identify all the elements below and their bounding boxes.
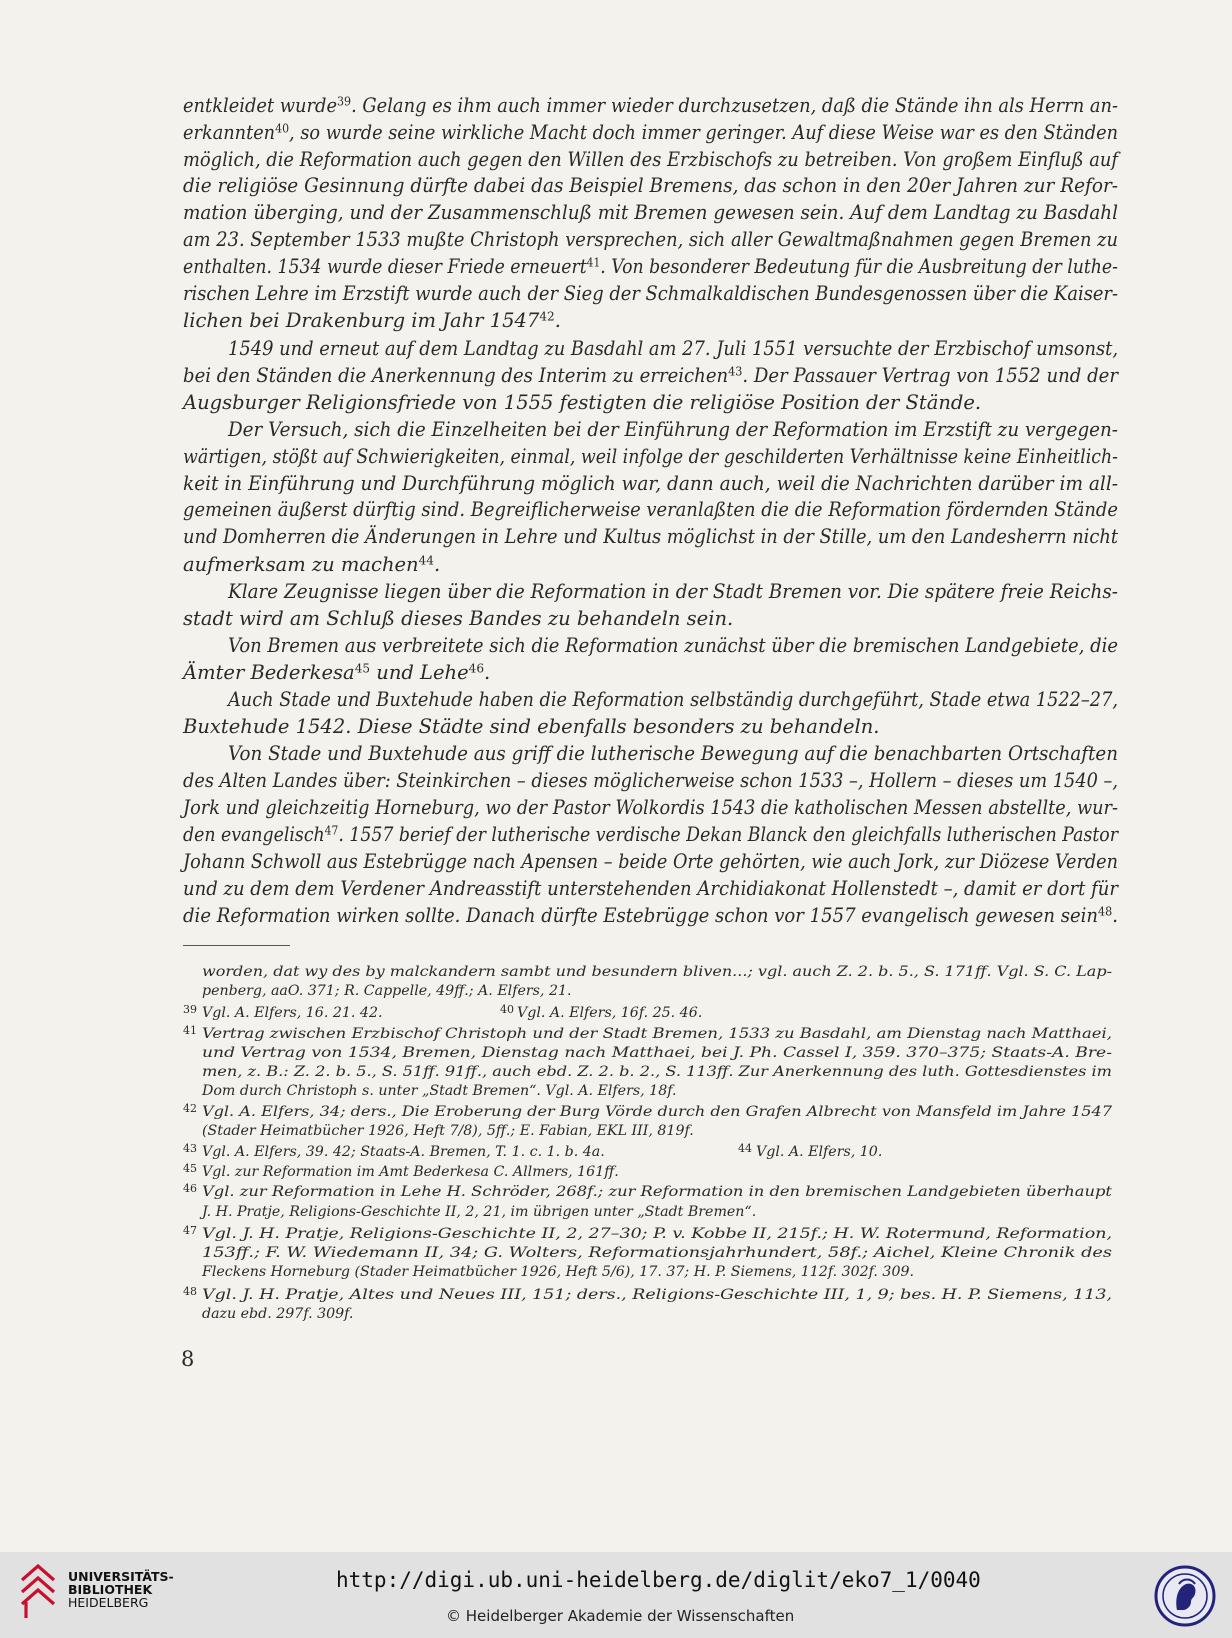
footnote-ref: 46 (468, 661, 485, 676)
body-text-run: gemeinen äußerst dürftig sind. Begreiflicherweise veranlaßten die die Reformation fördernden Stände (183, 498, 1118, 521)
body-text-run: möglich, die Reformation auch gegen den Willen des Erzbischofs zu betreiben. Von großem Einfluß auf (183, 148, 1118, 171)
footnote-number: 48 (183, 1285, 197, 1298)
body-line (228, 634, 1118, 657)
body-line (183, 823, 1118, 846)
body-text-run: . (1112, 904, 1118, 927)
body-line (183, 525, 1118, 548)
footnote-line: J. H. Pratje, Religions-Geschichte II, 2, 21, im übrigen unter „Stadt Bremen“. (202, 1204, 757, 1220)
footnote-line: und Vertrag von 1534, Bremen, Dienstag nach Matthaei, bei J. Ph. Cassel I, 359. 370–375; Staats-A. Bre- (202, 1045, 1112, 1061)
body-text-run: bei den Ständen die Anerkennung des Interim zu erreichen (183, 364, 729, 387)
body-line (183, 553, 440, 576)
body-text-run: und Lehe (370, 661, 469, 684)
body-line (183, 201, 1118, 224)
footnote-ref: 40 (275, 121, 290, 136)
body-line (183, 228, 1118, 251)
body-text-run: Augsburger Religionsfriede von 1555 festigten die religiöse Position der Stände. (183, 391, 982, 414)
body-text-run: 1549 und erneut auf dem Landtag zu Basdahl am 27. Juli 1551 versuchte der Erzbischof umsonst, (228, 337, 1118, 360)
footnote-number: 43 (183, 1142, 197, 1155)
footnote-ref: 44 (418, 553, 434, 568)
body-text-run: erkannten (183, 121, 276, 144)
footnote-line: Vgl. J. H. Pratje, Religions-Geschichte II, 2, 27–30; P. v. Kobbe II, 215f.; H. W. Rotermund, Reformation, (202, 1226, 1112, 1242)
body-text-run: Buxtehude 1542. Diese Städte sind ebenfalls besonders zu behandeln. (183, 715, 880, 738)
body-line (183, 148, 1118, 171)
body-text-run: Klare Zeugnisse liegen über die Reformation in der Stadt Bremen vor. Die spätere freie Reichs- (228, 580, 1118, 603)
body-text-run: lichen bei Drakenburg im Jahr 1547 (183, 309, 540, 332)
footnote-line: 153ff.; F. W. Wiedemann II, 34; G. Wolters, Reformationsjahrhundert, 58f.; Aichel, Kleine Chronik des (202, 1245, 1112, 1261)
footnote-line: men, z. B.: Z. 2. b. 5., S. 51ff. 91ff., auch ebd. Z. 2. b. 2., S. 113ff. Zur Anerkennung des luth. Gottesdienstes im (202, 1064, 1112, 1080)
footnote-ref: 39 (337, 94, 352, 109)
body-text-run: und zu dem dem Verdener Andreasstift unterstehenden Archidiakonat Hollenstedt –, damit er dort für (183, 877, 1118, 900)
footnote-rule (183, 945, 290, 946)
body-text-run: Jork und gleichzeitig Horneburg, wo der Pastor Wolkordis 1543 die katholischen Messen abstellte, wur- (183, 796, 1118, 819)
footnote-line: Vgl. A. Elfers, 34; ders., Die Eroberung der Burg Vörde durch den Grafen Albrecht von Mansfeld im Jahre 1547 (202, 1104, 1112, 1120)
footnote-line: worden, dat wy des by malckandern sambt und besundern bliven...; vgl. auch Z. 2. b. 5., S. 171ff. Vgl. S. C. Lap- (202, 964, 1112, 980)
body-text-run: . (434, 553, 441, 576)
footnote-number: 42 (183, 1102, 197, 1115)
body-line (228, 688, 1118, 711)
body-text-run: Auch Stade und Buxtehude haben die Reformation selbständig durchgeführt, Stade etwa 1522–27, (228, 688, 1118, 711)
body-text-run: . (554, 309, 561, 332)
body-text-run: . 1557 berief der lutherische verdische Dekan Blanck den gleichfalls lutherischen Pastor (338, 823, 1118, 846)
body-line (183, 282, 1118, 305)
footnote-line: Fleckens Horneburg (Stader Heimatbücher 1926, Heft 5/6), 17. 37; H. P. Siemens, 112f. 302f. 309. (202, 1264, 915, 1280)
footnote-line: Vgl. A. Elfers, 16. 21. 42. (202, 1005, 383, 1021)
body-text-run: am 23. September 1533 mußte Christoph versprechen, sich aller Gewaltmaßnahmen gegen Bremen zu (183, 228, 1118, 251)
library-logo-icon (18, 1562, 58, 1620)
body-text-run: Von Stade und Buxtehude aus griff die lutherische Bewegung auf die benachbarten Ortschaften (228, 742, 1118, 765)
body-line (183, 391, 981, 414)
footnote-line: (Stader Heimatbücher 1926, Heft 7/8), 5ff.; E. Fabian, EKL III, 819f. (202, 1123, 694, 1139)
body-line (183, 850, 1118, 873)
footnote-line: Dom durch Christoph s. unter „Stadt Bremen“. Vgl. A. Elfers, 18f. (202, 1083, 677, 1099)
body-line (228, 742, 1118, 765)
footnote-ref: 48 (1098, 904, 1113, 919)
footnote-number: 45 (183, 1162, 197, 1175)
footnote-ref: 43 (728, 364, 743, 379)
body-text-run: Ämter Bederkesa (183, 661, 355, 684)
footnote-line: Vgl. A. Elfers, 10. (756, 1144, 883, 1160)
body-line (183, 498, 1118, 521)
footnote-ref: 41 (586, 255, 601, 270)
page-number: 8 (181, 1347, 195, 1371)
body-text-run: enthalten. 1534 wurde dieser Friede erneuert (183, 255, 587, 278)
viewer-footer (0, 1552, 1232, 1638)
footnote-line: Vertrag zwischen Erzbischof Christoph und der Stadt Bremen, 1533 zu Basdahl, am Dienstag nach Matthaei, (202, 1026, 1112, 1042)
body-line (183, 877, 1118, 900)
logo-line-1: UNIVERSITÄTS- (68, 1569, 174, 1584)
footnote-number: 46 (183, 1182, 197, 1195)
body-text-run: keit in Einführung und Durchführung möglich war, dann auch, weil die Nachrichten darüber im all- (183, 472, 1118, 495)
footnote-line: Vgl. zur Reformation im Amt Bederkesa C. Allmers, 161ff. (202, 1164, 619, 1180)
body-text-run: Der Versuch, sich die Einzelheiten bei der Einführung der Reformation im Erzstift zu vergegen- (228, 418, 1118, 441)
logo-line-3: HEIDELBERG (68, 1595, 149, 1610)
body-line (183, 796, 1118, 819)
footnote-ref: 45 (354, 661, 371, 676)
footnote-number: 40 (500, 1003, 514, 1016)
body-text-run: stadt wird am Schluß dieses Bandes zu behandeln sein. (183, 607, 734, 630)
body-line (183, 174, 1118, 197)
body-text-run: den evangelisch (183, 823, 325, 846)
body-line (183, 904, 1118, 927)
body-text-run: Von Bremen aus verbreitete sich die Reformation zunächst über die bremischen Landgebiete, die (228, 634, 1118, 657)
body-line (183, 769, 1118, 792)
body-line (228, 418, 1118, 441)
body-text-run: mation überging, und der Zusammenschluß mit Bremen gewesen sein. Auf dem Landtag zu Basdahl (183, 201, 1118, 224)
body-text-run: und Domherren die Änderungen in Lehre und Kultus möglichst in der Stille, um den Landesherrn nicht (183, 525, 1118, 548)
body-text-run: entkleidet wurde (183, 94, 338, 117)
body-line (183, 715, 879, 738)
body-text-run: . Gelang es ihm auch immer wieder durchzusetzen, daß die Stände ihn als Herrn an- (351, 94, 1118, 117)
footnote-line: Vgl. A. Elfers, 16f. 25. 46. (517, 1005, 703, 1021)
body-text-run: des Alten Landes über: Steinkirchen – dieses möglicherweise schon 1533 –, Hollern – dieses um 1540 –, (183, 769, 1118, 792)
footnote-line: penberg, aaO. 371; R. Cappelle, 49ff.; A. Elfers, 21. (202, 983, 572, 999)
body-text-run: aufmerksam zu machen (183, 553, 419, 576)
body-line (183, 309, 561, 332)
academy-seal-icon (1153, 1564, 1217, 1628)
body-line (183, 607, 733, 630)
library-logo-text (68, 1570, 174, 1609)
body-text-run: wärtigen, stößt auf Schwierigkeiten, einmal, weil infolge der geschilderten Verhältnisse keine Einheitlich- (183, 445, 1118, 468)
footnote-line: Vgl. zur Reformation in Lehe H. Schröder, 268f.; zur Reformation in den bremischen Landgebieten überhaupt (202, 1184, 1112, 1200)
footnote-line: dazu ebd. 297f. 309f. (202, 1306, 354, 1322)
body-line (183, 661, 490, 684)
body-text-run: , so wurde seine wirkliche Macht doch immer geringer. Auf diese Weise war es den Ständen (289, 121, 1119, 144)
logo-line-2: BIBLIOTHEK (68, 1582, 153, 1597)
footnote-line: Vgl. A. Elfers, 39. 42; Staats-A. Bremen, T. 1. c. 1. b. 4a. (202, 1144, 605, 1160)
body-line (183, 364, 1118, 387)
footnote-number: 47 (183, 1224, 197, 1237)
footnote-ref: 42 (539, 309, 555, 324)
footnote-number: 39 (183, 1003, 197, 1016)
copyright-notice: © Heidelberger Akademie der Wissenschaften (446, 1607, 795, 1625)
footnote-number: 41 (183, 1024, 197, 1037)
body-line (183, 255, 1118, 278)
footnote-ref: 47 (324, 823, 339, 838)
body-text-run: rischen Lehre im Erzstift wurde auch der Sieg der Schmalkaldischen Bundesgenossen über die Kaiser- (183, 282, 1118, 305)
body-text-run: die Reformation wirken sollte. Danach dürfte Estebrügge schon vor 1557 evangelisch gewesen sein (183, 904, 1099, 927)
body-line (228, 580, 1118, 603)
body-text-run: . (484, 661, 491, 684)
body-line (183, 94, 1118, 117)
footnote-number: 44 (738, 1142, 752, 1155)
body-line (183, 472, 1118, 495)
library-logo[interactable] (18, 1562, 174, 1622)
body-text-run: die religiöse Gesinnung dürfte dabei das Beispiel Bremens, das schon in den 20er Jahren zur Refor- (183, 174, 1118, 197)
body-text-run: . Von besonderer Bedeutung für die Ausbreitung der luthe- (600, 255, 1118, 278)
body-line (183, 121, 1118, 144)
permalink-url[interactable]: http://digi.ub.uni-heidelberg.de/diglit/eko7_1/0040 (336, 1568, 981, 1592)
body-line (228, 337, 1118, 360)
body-text-run: . Der Passauer Vertrag von 1552 und der (742, 364, 1118, 387)
footnote-line: Vgl. J. H. Pratje, Altes und Neues III, 151; ders., Religions-Geschichte III, 1, 9; bes. H. P. Siemens, 113, (202, 1287, 1112, 1303)
body-line (183, 445, 1118, 468)
body-text-run: Johann Schwoll aus Estebrügge nach Apensen – beide Orte gehörten, wie auch Jork, zur Diözese Verden (183, 850, 1118, 873)
